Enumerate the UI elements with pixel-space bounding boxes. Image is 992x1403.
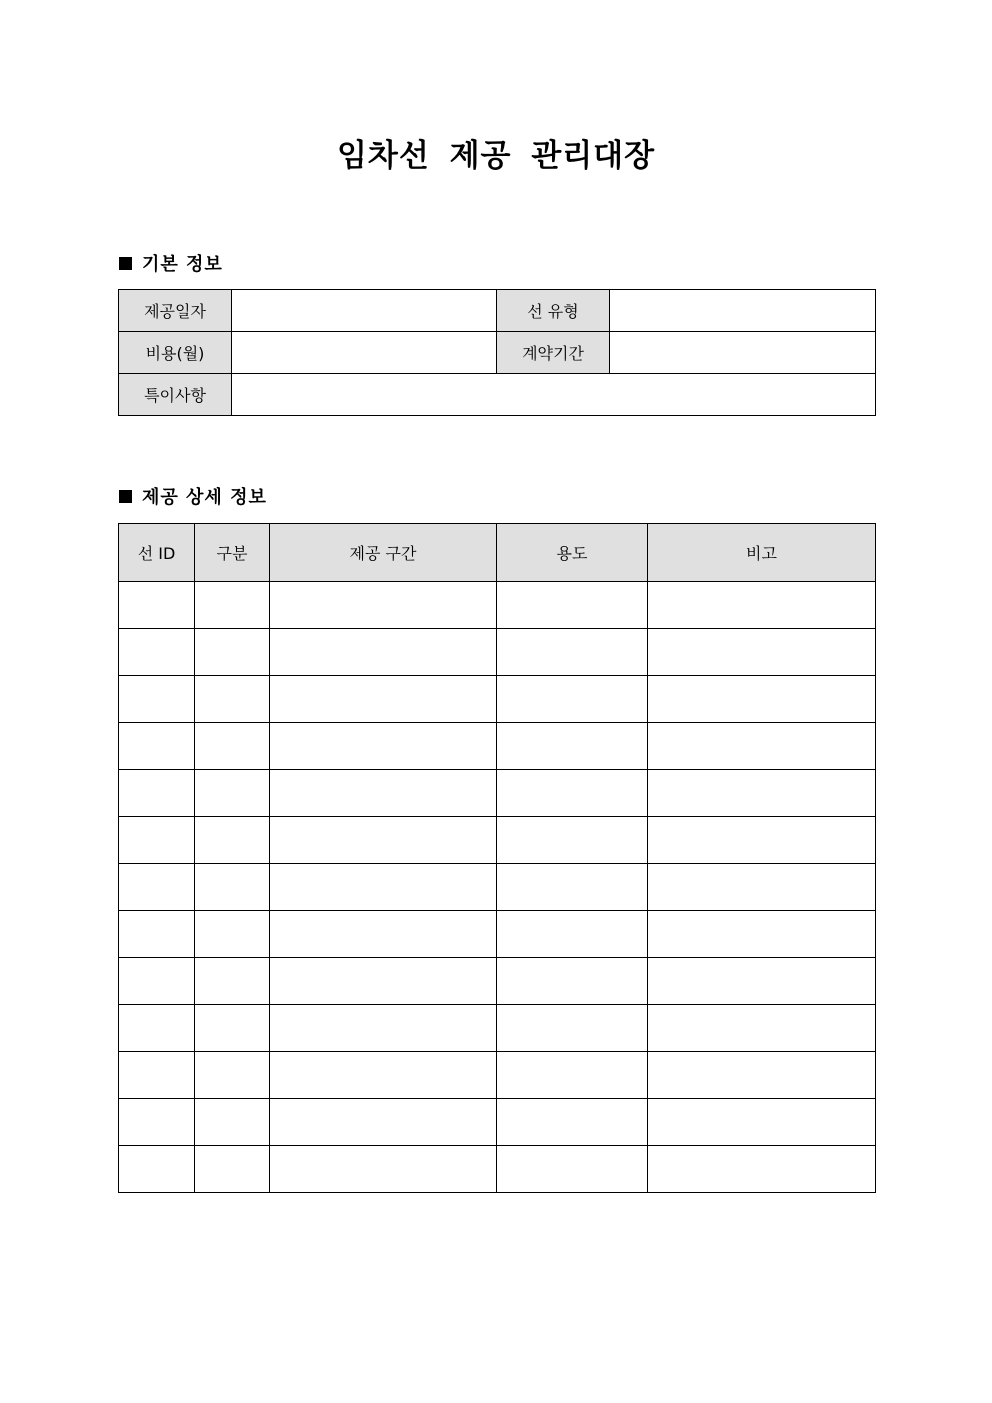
note-cell[interactable]	[648, 1099, 876, 1146]
purpose-cell[interactable]	[497, 770, 648, 817]
line-id-cell[interactable]	[119, 1146, 195, 1193]
section-cell[interactable]	[270, 723, 497, 770]
line-id-cell[interactable]	[119, 1052, 195, 1099]
note-cell[interactable]	[648, 629, 876, 676]
note-cell[interactable]	[648, 1005, 876, 1052]
table-row	[119, 723, 876, 770]
note-cell[interactable]	[648, 676, 876, 723]
header-category: 구분	[195, 524, 270, 582]
purpose-cell[interactable]	[497, 864, 648, 911]
provide-date-field[interactable]	[232, 290, 497, 332]
section-cell[interactable]	[270, 770, 497, 817]
purpose-cell[interactable]	[497, 676, 648, 723]
section-cell[interactable]	[270, 629, 497, 676]
table-row	[119, 864, 876, 911]
note-cell[interactable]	[648, 770, 876, 817]
section-heading-detail-label: 제공 상세 정보	[142, 487, 267, 508]
contract-period-label: 계약기간	[497, 332, 610, 374]
basic-info-row	[119, 290, 876, 332]
table-row	[119, 1099, 876, 1146]
remarks-label: 특이사항	[119, 374, 232, 416]
purpose-cell[interactable]	[497, 958, 648, 1005]
line-id-cell[interactable]	[119, 676, 195, 723]
table-row	[119, 1146, 876, 1193]
table-row	[119, 817, 876, 864]
remarks-field[interactable]	[232, 374, 876, 416]
category-cell[interactable]	[195, 582, 270, 629]
section-cell[interactable]	[270, 582, 497, 629]
section-cell[interactable]	[270, 1005, 497, 1052]
section-cell[interactable]	[270, 817, 497, 864]
square-bullet-icon	[119, 490, 132, 503]
note-cell[interactable]	[648, 911, 876, 958]
category-cell[interactable]	[195, 629, 270, 676]
section-heading-basic-label: 기본 정보	[142, 254, 223, 275]
category-cell[interactable]	[195, 1099, 270, 1146]
category-cell[interactable]	[195, 723, 270, 770]
category-cell[interactable]	[195, 958, 270, 1005]
line-id-cell[interactable]	[119, 864, 195, 911]
purpose-cell[interactable]	[497, 723, 648, 770]
detail-table-body	[119, 582, 876, 1193]
note-cell[interactable]	[648, 723, 876, 770]
line-id-cell[interactable]	[119, 723, 195, 770]
table-row	[119, 1005, 876, 1052]
section-cell[interactable]	[270, 1099, 497, 1146]
category-cell[interactable]	[195, 817, 270, 864]
table-row	[119, 770, 876, 817]
section-heading-basic	[119, 253, 223, 277]
page-title: 임차선 제공 관리대장	[336, 138, 656, 174]
note-cell[interactable]	[648, 864, 876, 911]
purpose-cell[interactable]	[497, 1005, 648, 1052]
purpose-cell[interactable]	[497, 1099, 648, 1146]
cost-monthly-field[interactable]	[232, 332, 497, 374]
category-cell[interactable]	[195, 770, 270, 817]
section-heading-detail	[119, 486, 267, 510]
basic-info-table	[118, 289, 876, 416]
line-id-cell[interactable]	[119, 1005, 195, 1052]
note-cell[interactable]	[648, 958, 876, 1005]
category-cell[interactable]	[195, 676, 270, 723]
section-cell[interactable]	[270, 958, 497, 1005]
line-id-cell[interactable]	[119, 817, 195, 864]
line-id-cell[interactable]	[119, 911, 195, 958]
basic-info-row	[119, 374, 876, 416]
line-id-cell[interactable]	[119, 770, 195, 817]
line-type-label: 선 유형	[497, 290, 610, 332]
section-cell[interactable]	[270, 1052, 497, 1099]
note-cell[interactable]	[648, 817, 876, 864]
category-cell[interactable]	[195, 864, 270, 911]
header-purpose: 용도	[497, 524, 648, 582]
note-cell[interactable]	[648, 1052, 876, 1099]
note-cell[interactable]	[648, 582, 876, 629]
table-row	[119, 582, 876, 629]
section-cell[interactable]	[270, 676, 497, 723]
line-type-field[interactable]	[610, 290, 876, 332]
header-line-id: 선 ID	[119, 524, 195, 582]
table-row	[119, 911, 876, 958]
line-id-cell[interactable]	[119, 958, 195, 1005]
square-bullet-icon	[119, 257, 132, 270]
section-cell[interactable]	[270, 1146, 497, 1193]
category-cell[interactable]	[195, 1005, 270, 1052]
line-id-cell[interactable]	[119, 629, 195, 676]
detail-header-row	[119, 524, 876, 582]
contract-period-field[interactable]	[610, 332, 876, 374]
header-note: 비고	[648, 524, 876, 582]
category-cell[interactable]	[195, 911, 270, 958]
table-row	[119, 958, 876, 1005]
purpose-cell[interactable]	[497, 629, 648, 676]
category-cell[interactable]	[195, 1146, 270, 1193]
table-row	[119, 629, 876, 676]
cost-monthly-label: 비용(월)	[119, 332, 232, 374]
section-cell[interactable]	[270, 864, 497, 911]
purpose-cell[interactable]	[497, 1052, 648, 1099]
note-cell[interactable]	[648, 1146, 876, 1193]
purpose-cell[interactable]	[497, 582, 648, 629]
provide-date-label: 제공일자	[119, 290, 232, 332]
detail-table	[118, 523, 876, 1193]
table-row	[119, 676, 876, 723]
purpose-cell[interactable]	[497, 817, 648, 864]
line-id-cell[interactable]	[119, 582, 195, 629]
header-section: 제공 구간	[270, 524, 497, 582]
category-cell[interactable]	[195, 1052, 270, 1099]
table-row	[119, 1052, 876, 1099]
purpose-cell[interactable]	[497, 1146, 648, 1193]
section-cell[interactable]	[270, 911, 497, 958]
basic-info-row	[119, 332, 876, 374]
line-id-cell[interactable]	[119, 1099, 195, 1146]
purpose-cell[interactable]	[497, 911, 648, 958]
